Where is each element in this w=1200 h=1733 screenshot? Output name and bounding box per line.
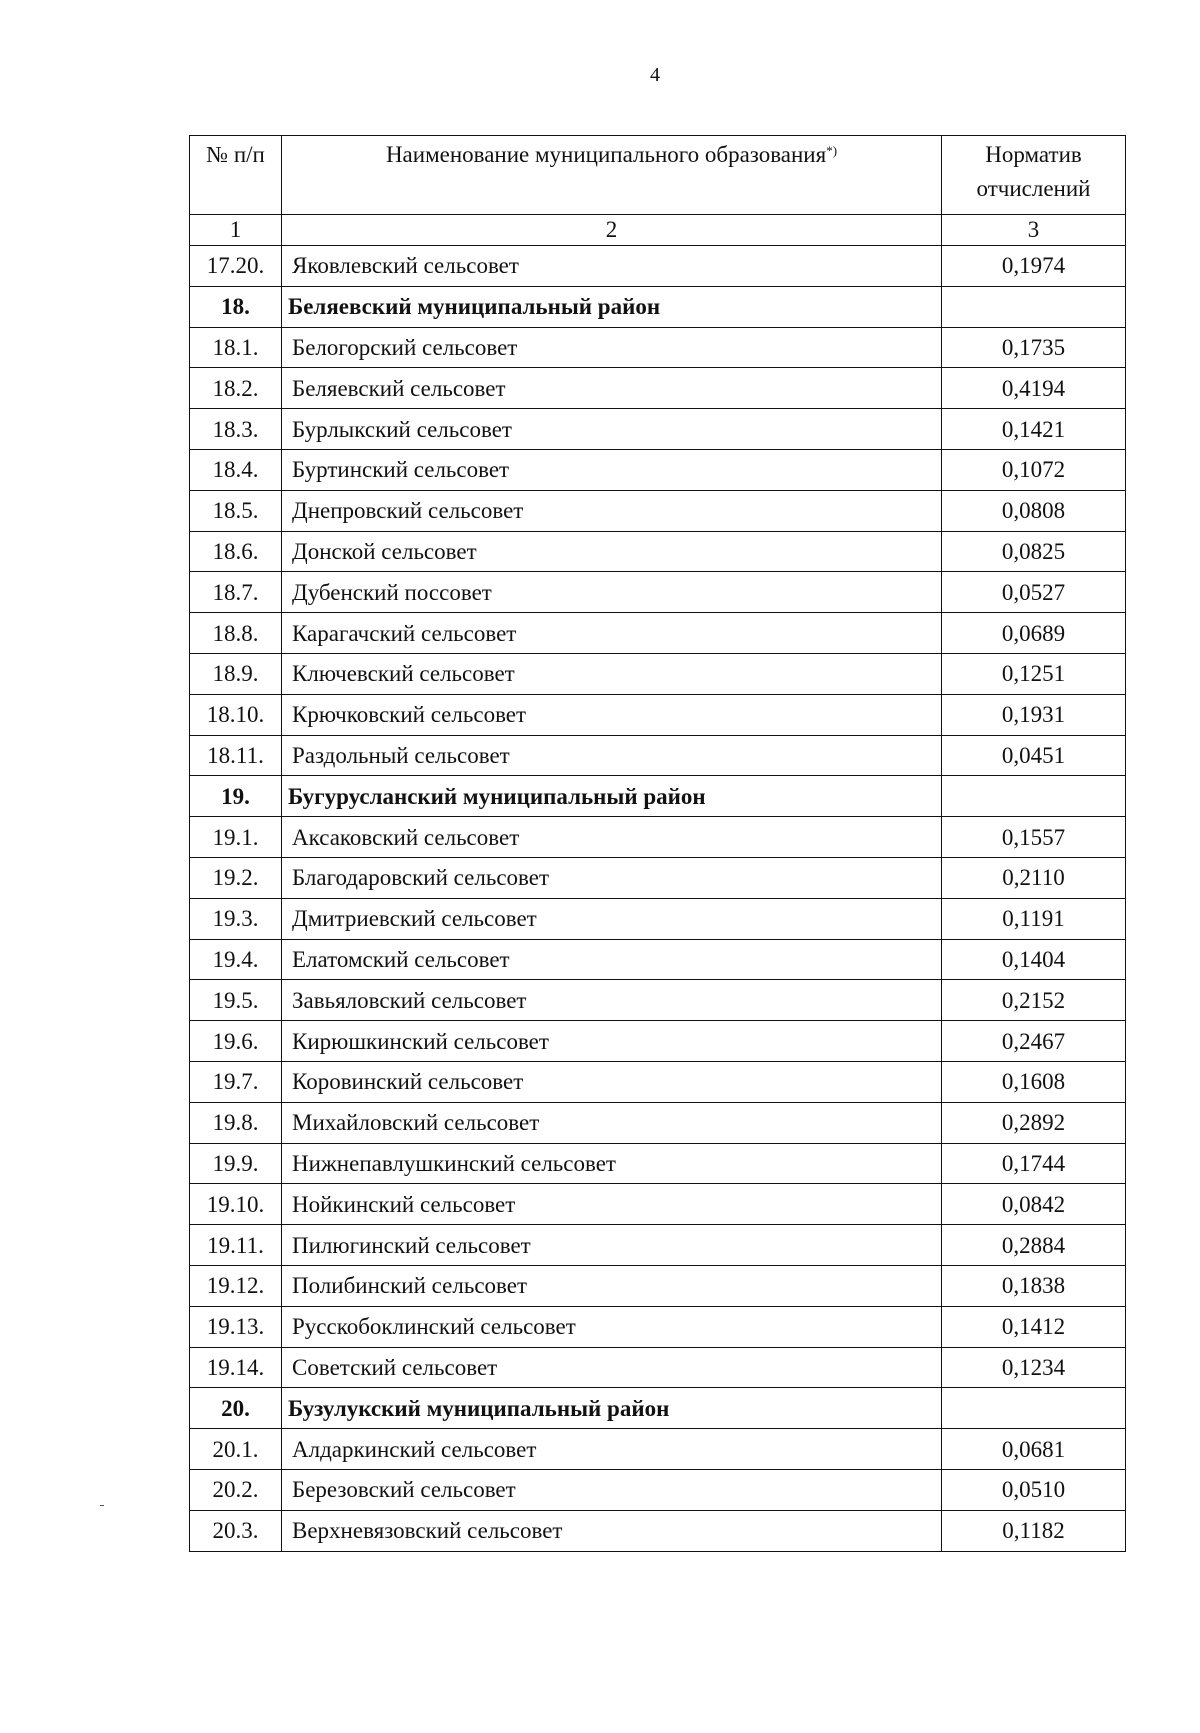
municipality-name: Раздольный сельсовет	[282, 735, 942, 776]
deduction-norm-value: 0,0451	[942, 735, 1126, 776]
page-number: 4	[650, 64, 660, 86]
row-number: 19.	[190, 776, 282, 817]
table-row	[190, 1469, 1126, 1510]
row-number: 18.9.	[190, 653, 282, 694]
municipality-name: Донской сельсовет	[282, 531, 942, 572]
row-number: 19.7.	[190, 1061, 282, 1102]
deduction-norm-value: 0,1251	[942, 653, 1126, 694]
row-number: 19.2.	[190, 857, 282, 898]
municipality-name: Буртинский сельсовет	[282, 449, 942, 490]
deduction-norm-value	[942, 776, 1126, 817]
table-row	[190, 490, 1126, 531]
municipality-name: Беляевский сельсовет	[282, 368, 942, 409]
table-header-row	[190, 136, 1126, 215]
deduction-norm-value: 0,0681	[942, 1429, 1126, 1470]
row-number: 18.8.	[190, 613, 282, 654]
table-row	[190, 857, 1126, 898]
row-number: 18.11.	[190, 735, 282, 776]
table-row	[190, 1510, 1126, 1551]
table-row	[190, 1347, 1126, 1388]
row-number: 19.9.	[190, 1143, 282, 1184]
table-row	[190, 368, 1126, 409]
deduction-norm-value: 0,0510	[942, 1469, 1126, 1510]
row-number: 19.3.	[190, 898, 282, 939]
municipality-name: Аксаковский сельсовет	[282, 817, 942, 858]
municipality-name: Яковлевский сельсовет	[282, 246, 942, 287]
municipality-name: Алдаркинский сельсовет	[282, 1429, 942, 1470]
municipality-name: Елатомский сельсовет	[282, 939, 942, 980]
row-number: 19.4.	[190, 939, 282, 980]
row-number: 19.5.	[190, 980, 282, 1021]
header-name-text: Наименование муниципального образования	[385, 142, 827, 167]
row-number: 18.	[190, 286, 282, 327]
deduction-norm-value: 0,2467	[942, 1021, 1126, 1062]
deduction-norm-value: 0,2884	[942, 1225, 1126, 1266]
deduction-norm-value: 0,1404	[942, 939, 1126, 980]
table-row	[190, 1102, 1126, 1143]
header-name	[282, 136, 942, 215]
deduction-norm-value: 0,0527	[942, 572, 1126, 613]
deduction-norm-value: 0,0808	[942, 490, 1126, 531]
deduction-norm-value	[942, 286, 1126, 327]
municipality-name: Дмитриевский сельсовет	[282, 898, 942, 939]
table-row	[190, 1061, 1126, 1102]
deduction-norm-value: 0,1744	[942, 1143, 1126, 1184]
scan-mark	[100, 1505, 104, 1506]
table-row	[190, 613, 1126, 654]
deduction-norm-value: 0,1608	[942, 1061, 1126, 1102]
row-number: 19.8.	[190, 1102, 282, 1143]
row-number: 18.2.	[190, 368, 282, 409]
row-number: 20.3.	[190, 1510, 282, 1551]
deduction-norm-value: 0,1557	[942, 817, 1126, 858]
deduction-norm-value: 0,2152	[942, 980, 1126, 1021]
municipality-name: Карагачский сельсовет	[282, 613, 942, 654]
header-name-footnote: *)	[826, 143, 838, 158]
municipality-name: Коровинский сельсовет	[282, 1061, 942, 1102]
municipality-name: Кирюшкинский сельсовет	[282, 1021, 942, 1062]
table-row	[190, 1184, 1126, 1225]
table-row	[190, 1143, 1126, 1184]
deduction-norm-value: 0,1191	[942, 898, 1126, 939]
deduction-norm-value: 0,1931	[942, 694, 1126, 735]
header-value: Норматив отчислений	[942, 136, 1126, 215]
row-number: 18.10.	[190, 694, 282, 735]
column-number-2: 2	[282, 215, 942, 246]
table-row	[190, 449, 1126, 490]
municipality-name: Дубенский поссовет	[282, 572, 942, 613]
deduction-norm-value: 0,1072	[942, 449, 1126, 490]
table-row	[190, 1306, 1126, 1347]
row-number: 19.13.	[190, 1306, 282, 1347]
district-name: Беляевский муниципальный район	[282, 286, 942, 327]
municipality-name: Завьяловский сельсовет	[282, 980, 942, 1021]
deduction-norm-value	[942, 1388, 1126, 1429]
row-number: 19.1.	[190, 817, 282, 858]
municipality-name: Советский сельсовет	[282, 1347, 942, 1388]
municipality-name: Полибинский сельсовет	[282, 1265, 942, 1306]
row-number: 19.11.	[190, 1225, 282, 1266]
deduction-norm-value: 0,1974	[942, 246, 1126, 287]
table-row	[190, 246, 1126, 287]
table-row	[190, 1225, 1126, 1266]
deduction-norm-value: 0,0689	[942, 613, 1126, 654]
municipality-name: Михайловский сельсовет	[282, 1102, 942, 1143]
column-number-3: 3	[942, 215, 1126, 246]
deduction-norm-value: 0,0825	[942, 531, 1126, 572]
table-row	[190, 653, 1126, 694]
municipality-name: Нойкинский сельсовет	[282, 1184, 942, 1225]
row-number: 20.1.	[190, 1429, 282, 1470]
table-row	[190, 1429, 1126, 1470]
district-row	[190, 776, 1126, 817]
deduction-norm-value: 0,2110	[942, 857, 1126, 898]
deduction-norm-value: 0,1421	[942, 409, 1126, 450]
row-number: 19.6.	[190, 1021, 282, 1062]
row-number: 18.1.	[190, 327, 282, 368]
table-body	[190, 246, 1126, 1552]
row-number: 20.	[190, 1388, 282, 1429]
row-number: 18.5.	[190, 490, 282, 531]
district-row	[190, 286, 1126, 327]
column-number-1: 1	[190, 215, 282, 246]
deduction-norm-value: 0,0842	[942, 1184, 1126, 1225]
table-row	[190, 694, 1126, 735]
district-name: Бузулукский муниципальный район	[282, 1388, 942, 1429]
row-number: 19.14.	[190, 1347, 282, 1388]
district-row	[190, 1388, 1126, 1429]
table-row	[190, 409, 1126, 450]
row-number: 19.10.	[190, 1184, 282, 1225]
row-number: 18.6.	[190, 531, 282, 572]
row-number: 19.12.	[190, 1265, 282, 1306]
deduction-norm-value: 0,2892	[942, 1102, 1126, 1143]
deduction-norms-table	[189, 135, 1126, 1552]
deduction-norm-value: 0,1838	[942, 1265, 1126, 1306]
municipality-name: Верхневязовский сельсовет	[282, 1510, 942, 1551]
municipality-name: Благодаровский сельсовет	[282, 857, 942, 898]
deduction-norm-value: 0,1182	[942, 1510, 1126, 1551]
municipality-name: Пилюгинский сельсовет	[282, 1225, 942, 1266]
deduction-norm-value: 0,1412	[942, 1306, 1126, 1347]
municipality-name: Русскобоклинский сельсовет	[282, 1306, 942, 1347]
table-row	[190, 817, 1126, 858]
municipality-name: Крючковский сельсовет	[282, 694, 942, 735]
header-num: № п/п	[190, 136, 282, 215]
municipality-name: Белогорский сельсовет	[282, 327, 942, 368]
district-name: Бугурусланский муниципальный район	[282, 776, 942, 817]
table-row	[190, 1021, 1126, 1062]
deduction-norm-value: 0,1234	[942, 1347, 1126, 1388]
municipality-name: Нижнепавлушкинский сельсовет	[282, 1143, 942, 1184]
column-numbers-row	[190, 215, 1126, 246]
row-number: 18.4.	[190, 449, 282, 490]
row-number: 20.2.	[190, 1469, 282, 1510]
table-row	[190, 572, 1126, 613]
table-row	[190, 1265, 1126, 1306]
municipality-name: Бурлыкский сельсовет	[282, 409, 942, 450]
table-row	[190, 735, 1126, 776]
row-number: 18.3.	[190, 409, 282, 450]
row-number: 17.20.	[190, 246, 282, 287]
table-row	[190, 939, 1126, 980]
table-row	[190, 531, 1126, 572]
municipality-name: Днепровский сельсовет	[282, 490, 942, 531]
table-row	[190, 898, 1126, 939]
table-row	[190, 327, 1126, 368]
municipality-name: Березовский сельсовет	[282, 1469, 942, 1510]
row-number: 18.7.	[190, 572, 282, 613]
deduction-norm-value: 0,1735	[942, 327, 1126, 368]
deduction-norm-value: 0,4194	[942, 368, 1126, 409]
table-row	[190, 980, 1126, 1021]
municipality-name: Ключевский сельсовет	[282, 653, 942, 694]
